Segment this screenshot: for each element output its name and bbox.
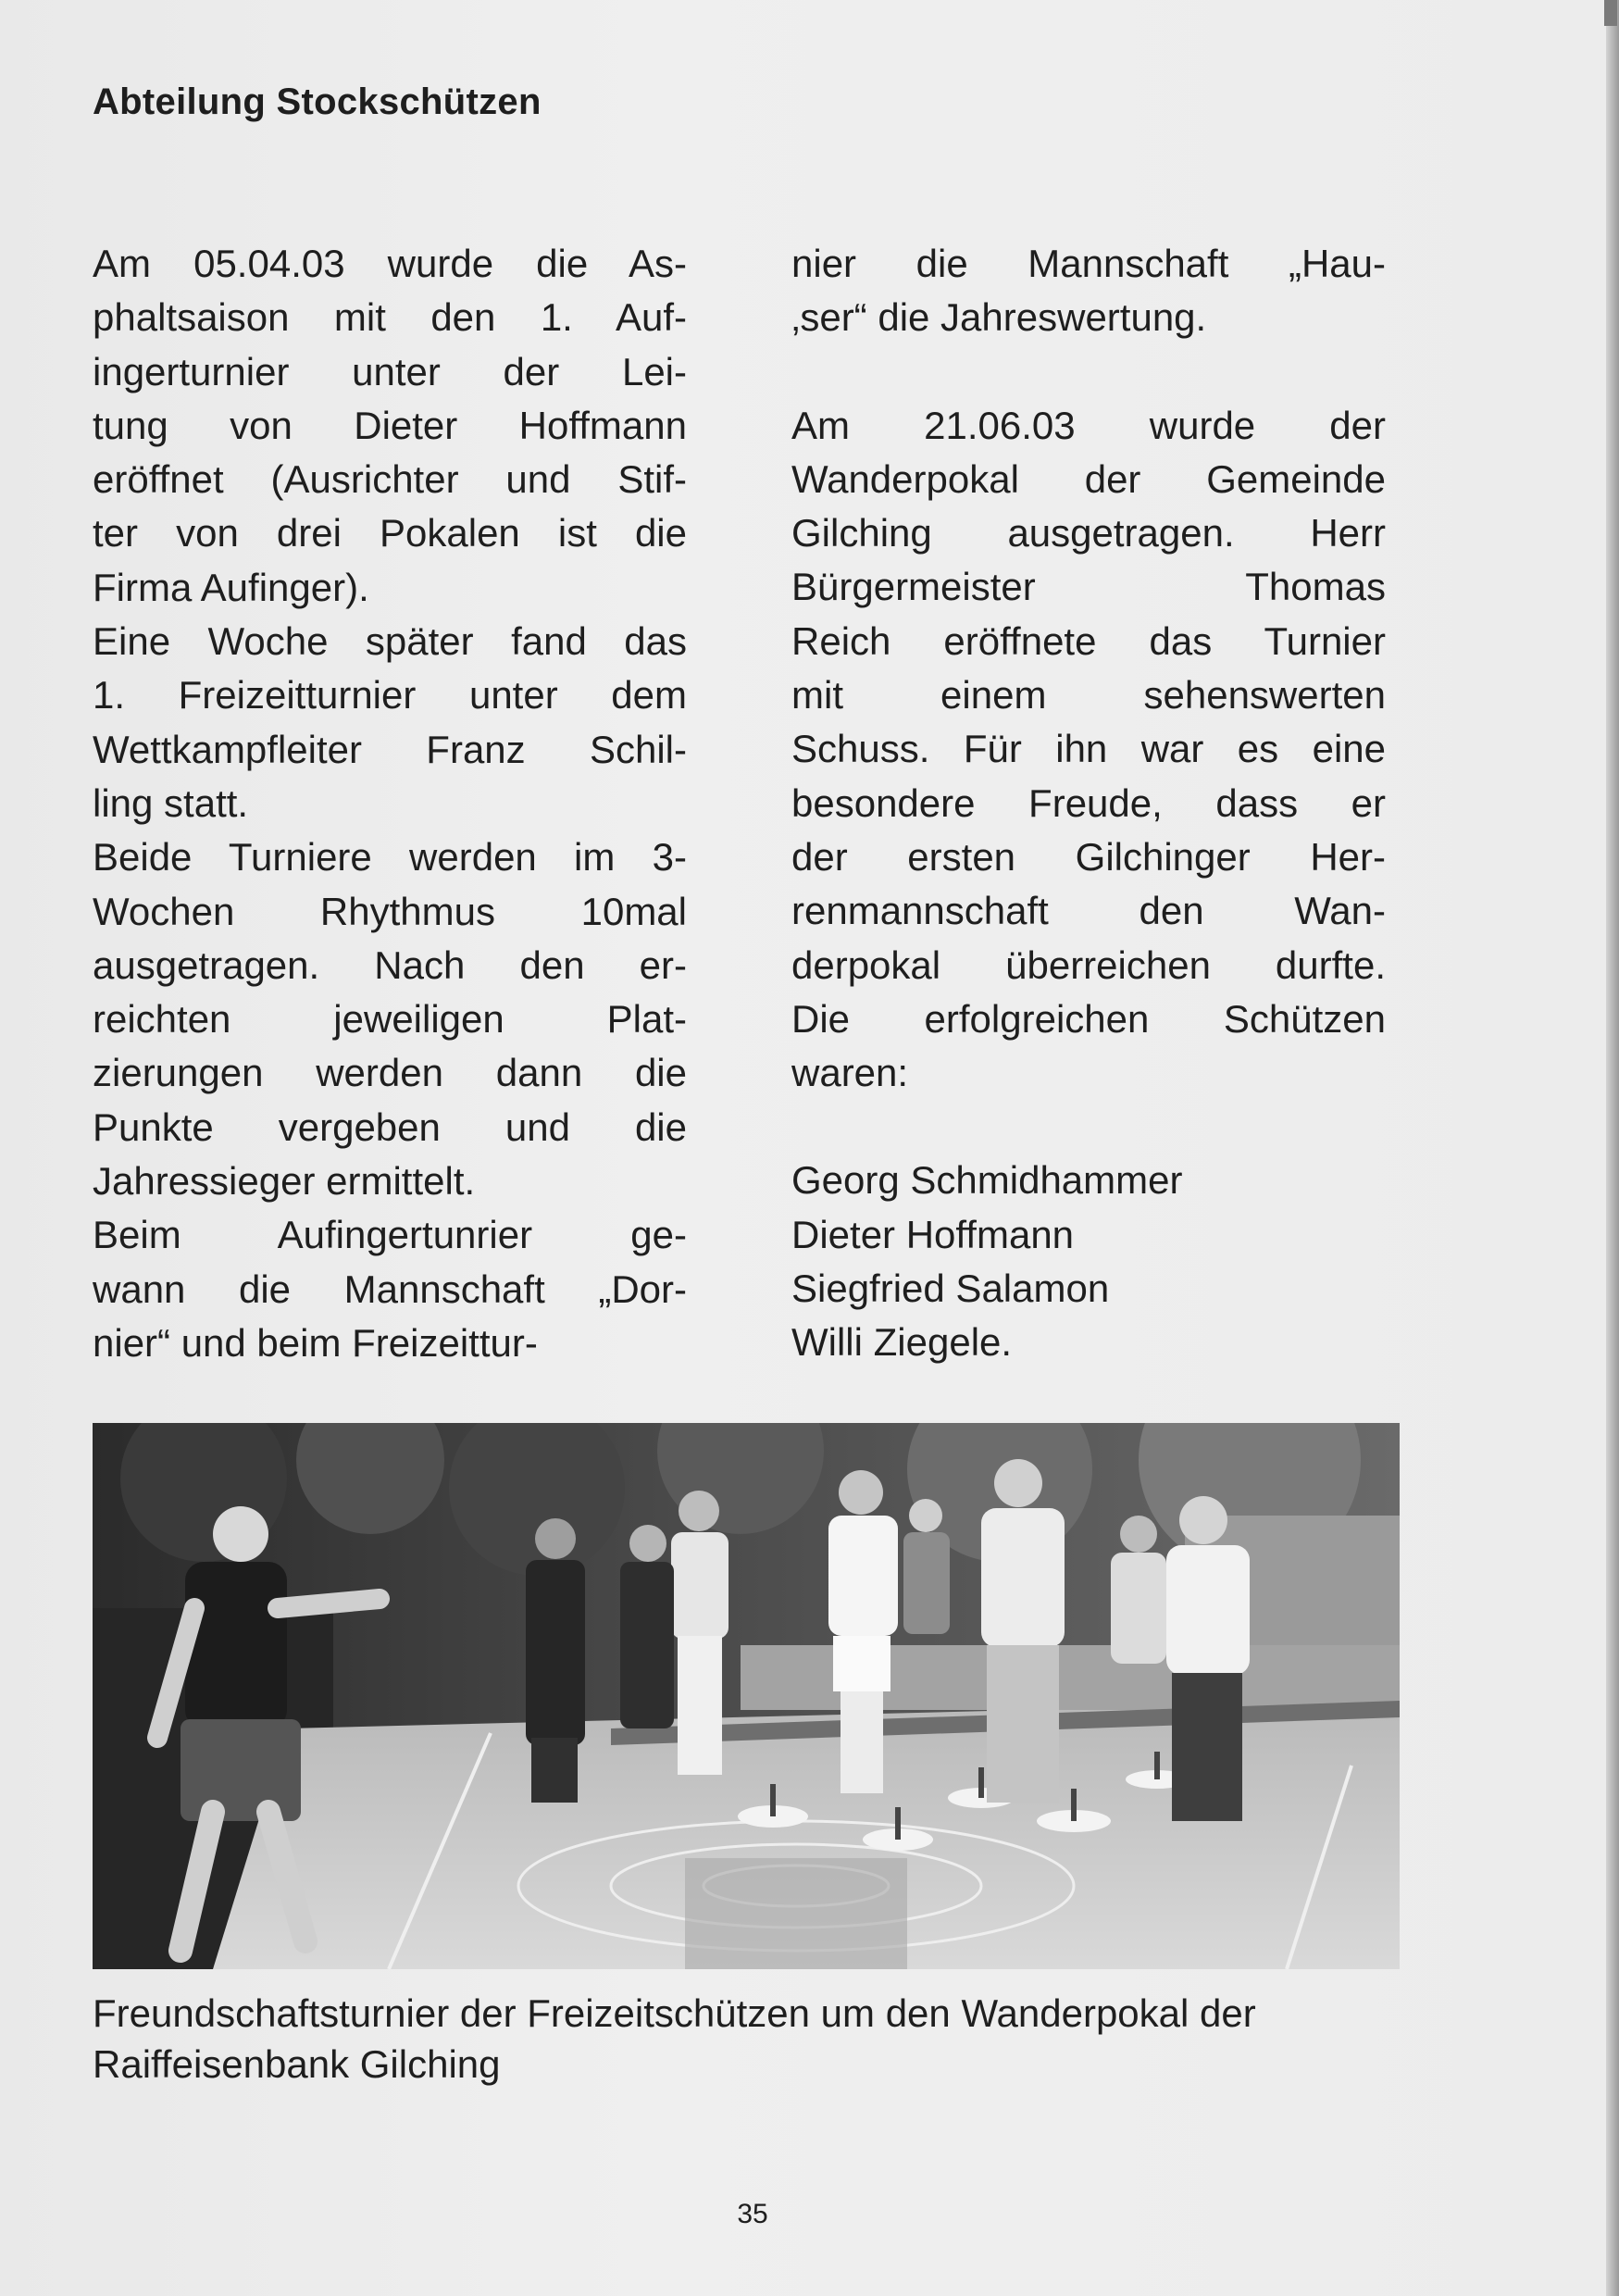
text-line: ‚ser“ die Jahreswertung.: [791, 295, 1207, 340]
shooter-name: Willi Ziegele.: [791, 1320, 1013, 1365]
page-number: 35: [737, 2199, 768, 2229]
left-text-column: [93, 237, 687, 1370]
text-line: Beide Turniere werden im 3-: [93, 835, 687, 880]
shooter-name: Georg Schmidhammer: [791, 1158, 1183, 1203]
text-line: Wanderpokal der Gemeinde: [791, 456, 1386, 501]
text-line: nier die Mannschaft „Hau-: [791, 242, 1386, 285]
text-line: Am 21.06.03 wurde der: [791, 403, 1386, 447]
text-line: Jahressieger ermittelt.: [93, 1159, 476, 1204]
text-line: tung von Dieter Hoffmann: [93, 403, 687, 447]
text-line: ingerturnier unter der Lei-: [93, 349, 687, 393]
text-line: Die erfolgreichen Schützen: [791, 996, 1386, 1041]
text-line: ling statt.: [93, 780, 249, 825]
shooter-name: Dieter Hoffmann: [791, 1212, 1075, 1256]
text-line: eröffnet (Ausrichter und Stif-: [93, 457, 687, 502]
text-line: Firma Aufinger).: [93, 565, 369, 609]
section-heading: Abteilung Stockschützen: [93, 81, 542, 122]
tournament-photo: [93, 1423, 1400, 1969]
text-line: der ersten Gilchinger Her-: [791, 834, 1386, 879]
text-line: 1. Freizeitturnier unter dem: [93, 673, 687, 718]
text-line: wann die Mannschaft „Dor-: [93, 1267, 687, 1311]
text-line: besondere Freude, dass er: [791, 780, 1386, 825]
text-line: Am 05.04.03 wurde die As-: [93, 242, 687, 285]
text-line: ter von drei Pokalen ist die: [93, 511, 687, 555]
paragraph-gap: [791, 1100, 1386, 1154]
text-line: Gilching ausgetragen. Herr: [791, 511, 1386, 555]
text-line: ausgetragen. Nach den er-: [93, 942, 687, 987]
right-text-column: [791, 237, 1386, 1370]
text-line: renmannschaft den Wan-: [791, 889, 1386, 933]
text-line: Eine Woche später fand das: [93, 619, 687, 664]
text-line: mit einem sehenswerten: [791, 673, 1386, 718]
text-line: Punkte vergeben und die: [93, 1104, 687, 1149]
text-line: Bürgermeister Thomas: [791, 565, 1386, 609]
text-line: waren:: [791, 1051, 909, 1095]
photo-caption: Freundschaftsturnier der Freizeitschützen um den Wanderpokal der Raiffeisenbank Gilching: [93, 1991, 1256, 2086]
scan-mark: [1604, 0, 1617, 26]
shooter-name: Siegfried Salamon: [791, 1267, 1110, 1311]
text-line: reichten jeweiligen Plat-: [93, 997, 687, 1042]
photo-illustration: [93, 1423, 1400, 1969]
text-line: Schuss. Für ihn war es eine: [791, 727, 1386, 771]
text-line: nier“ und beim Freizeittur-: [93, 1320, 538, 1365]
text-line: Wettkampfleiter Franz Schil-: [93, 727, 687, 771]
text-line: zierungen werden dann die: [93, 1051, 687, 1095]
text-line: phaltsaison mit den 1. Auf-: [93, 295, 687, 340]
paragraph-gap: [791, 345, 1386, 399]
text-line: Wochen Rhythmus 10mal: [93, 889, 687, 933]
text-line: derpokal überreichen durfte.: [791, 942, 1386, 987]
text-line: Beim Aufingertunrier ge-: [93, 1213, 687, 1257]
text-line: Reich eröffnete das Turnier: [791, 618, 1386, 663]
page-edge-shadow: [1606, 0, 1619, 2296]
